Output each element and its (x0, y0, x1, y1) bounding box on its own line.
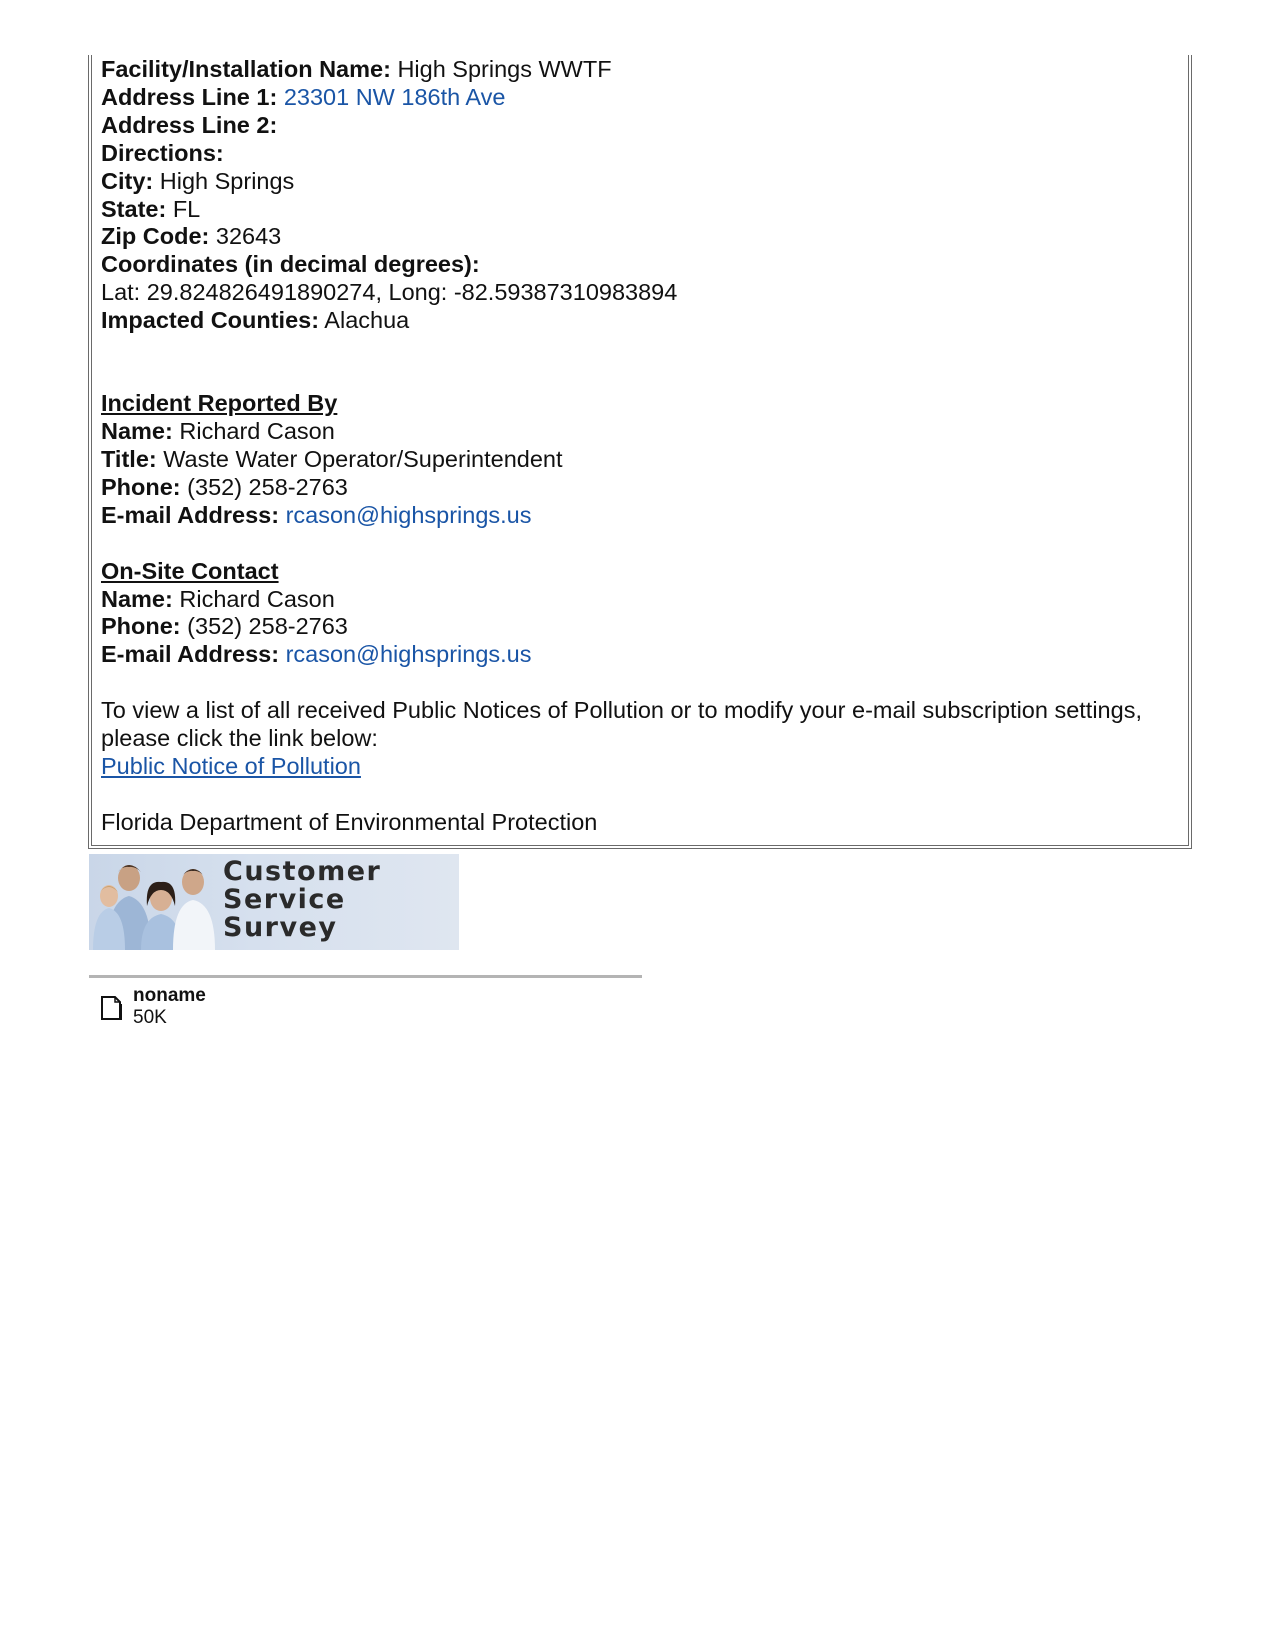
spacer (101, 530, 1181, 558)
contact-name-value: Richard Cason (179, 585, 335, 612)
reporter-title-label: Title: (101, 445, 157, 472)
coords-label-row (101, 251, 1181, 279)
public-notice-link[interactable]: Public Notice of Pollution (101, 753, 361, 780)
reporter-phone-label: Phone: (101, 473, 181, 500)
facility-name-value: High Springs WWTF (397, 56, 612, 82)
contact-name-row (101, 586, 1181, 614)
reporter-phone-row (101, 474, 1181, 502)
attachment-size: 50K (133, 1007, 167, 1028)
address1-label: Address Line 1: (101, 83, 278, 110)
attachment-info (133, 985, 206, 1029)
counties-row (101, 307, 1181, 335)
contact-email-link[interactable]: rcason@highsprings.us (285, 641, 532, 668)
reporter-phone-value: (352) 258-2763 (187, 473, 348, 500)
zip-row (101, 223, 1181, 251)
zip-label: Zip Code: (101, 223, 210, 250)
survey-line-2: Service (223, 884, 346, 915)
address2-row (101, 112, 1181, 140)
reporter-email-row (101, 502, 1181, 530)
coords-value: Lat: 29.824826491890274, Long: -82.59387310983894 (101, 279, 678, 306)
contact-phone-value: (352) 258-2763 (187, 613, 348, 640)
signature: Florida Department of Environmental Protection (101, 808, 598, 835)
city-label: City: (101, 167, 154, 194)
attachment-name[interactable]: noname (133, 985, 206, 1006)
state-row (101, 196, 1181, 224)
customer-survey-banner[interactable] (89, 854, 459, 950)
contact-phone-label: Phone: (101, 613, 181, 640)
zip-value: 32643 (215, 223, 282, 250)
directions-row (101, 140, 1181, 168)
contact-phone-row (101, 613, 1181, 641)
coords-label: Coordinates (in decimal degrees): (101, 251, 480, 278)
contact-email-label: E-mail Address: (101, 641, 280, 668)
counties-value: Alachua (324, 307, 410, 334)
reporter-title-row (101, 446, 1181, 474)
city-value: High Springs (159, 167, 295, 194)
reporter-title-value: Waste Water Operator/Superintendent (163, 445, 563, 472)
facility-name-label: Facility/Installation Name: (101, 56, 391, 82)
reporter-email-link[interactable]: rcason@highsprings.us (285, 501, 532, 528)
state-label: State: (101, 195, 167, 222)
contact-email-row (101, 641, 1181, 669)
survey-banner-text (223, 858, 381, 942)
reporter-name-label: Name: (101, 417, 173, 444)
directions-label: Directions: (101, 139, 224, 166)
city-row (101, 168, 1181, 196)
reporter-name-value: Richard Cason (179, 417, 335, 444)
survey-line-3: Survey (223, 912, 338, 943)
notice-content (101, 56, 1181, 837)
address1-row (101, 84, 1181, 112)
spacer (101, 669, 1181, 697)
onsite-contact-heading: On-Site Contact (101, 557, 279, 584)
address1-link[interactable]: 23301 NW 186th Ave (283, 83, 506, 110)
reporter-name-row (101, 418, 1181, 446)
attachment-divider (89, 975, 642, 978)
address2-label: Address Line 2: (101, 111, 278, 138)
people-photo-icon (89, 854, 229, 950)
document-icon (100, 995, 122, 1021)
survey-line-1: Customer (223, 856, 382, 887)
subscription-message: To view a list of all received Public Notices of Pollution or to modify your e-mail subscription settings, please click the link below: (101, 697, 1142, 752)
contact-name-label: Name: (101, 585, 173, 612)
state-value: FL (172, 195, 201, 222)
reporter-email-label: E-mail Address: (101, 501, 280, 528)
counties-label: Impacted Counties: (101, 307, 320, 334)
facility-name-row (101, 56, 1181, 84)
spacer (101, 781, 1181, 809)
spacer (101, 335, 1181, 390)
reported-by-heading: Incident Reported By (101, 390, 338, 417)
